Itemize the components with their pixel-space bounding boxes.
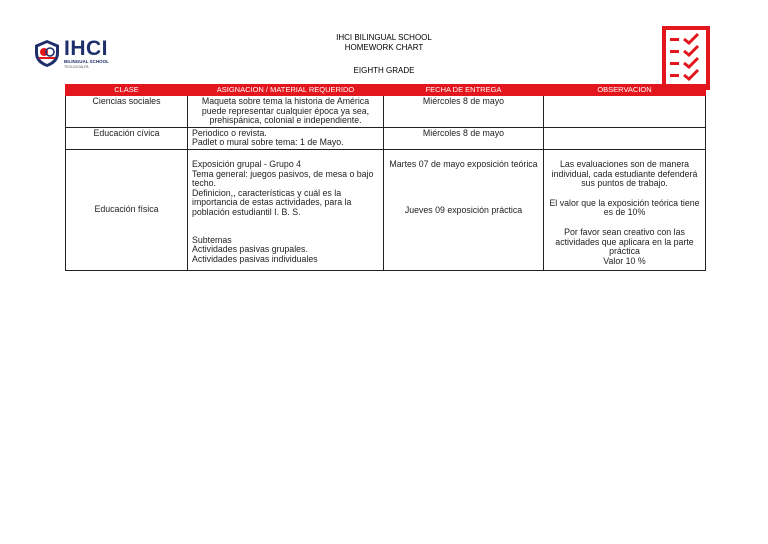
cell-clase: Educación cívica xyxy=(66,127,188,149)
column-header-clase: CLASE xyxy=(66,85,188,96)
asignacion-text: Subtemas xyxy=(192,234,232,245)
cell-observacion xyxy=(544,149,706,270)
table-header-row xyxy=(66,85,706,96)
asignacion-text: Periodico o revista. xyxy=(192,127,267,138)
cell-asignacion xyxy=(188,149,384,270)
school-name: IHCI BILINGUAL SCHOOL xyxy=(336,33,432,42)
cell-fecha xyxy=(384,127,544,149)
asignacion-text: Actividades pasivas individuales xyxy=(192,253,318,264)
observacion-text: Valor 10 % xyxy=(603,255,646,266)
ihci-logo-icon xyxy=(32,38,62,68)
checklist-icon xyxy=(662,26,710,90)
cell-fecha xyxy=(384,96,544,128)
column-header-fecha: FECHA DE ENTREGA xyxy=(384,85,544,96)
chart-title: HOMEWORK CHART xyxy=(344,43,424,52)
cell-asignacion xyxy=(188,127,384,149)
fecha-text: Miércoles 8 de mayo xyxy=(422,96,505,106)
asignacion-text: Tema general: juegos pasivos, de mesa o bajo techo. xyxy=(192,168,374,189)
homework-table xyxy=(65,84,706,271)
asignacion-text: Definicion,, características y cuál es la importancia de estas actividades, para la población estudiantil I. B. S. xyxy=(192,187,352,217)
logo-subtitle: BILINGUAL SCHOOL xyxy=(64,59,109,64)
cell-observacion xyxy=(544,127,706,149)
grade-label: EIGHTH GRADE xyxy=(353,66,415,75)
column-header-observacion: OBSERVACION xyxy=(544,85,706,96)
table-row xyxy=(66,149,706,270)
observacion-text: Por favor sean creativo con las actividades que aplicara en la parte práctica xyxy=(555,226,694,257)
fecha-text: Miércoles 8 de mayo xyxy=(422,127,505,138)
cell-observacion xyxy=(544,96,706,128)
observacion-text: Las evaluaciones son de manera individual, cada estudiante defenderá sus puntos de trabajo. xyxy=(551,158,698,189)
asignacion-text: Exposición grupal - Grupo 4 xyxy=(192,158,302,169)
table-row xyxy=(66,96,706,128)
school-logo xyxy=(32,36,122,76)
cell-fecha xyxy=(384,149,544,270)
asignacion-text: Actividades pasivas grupales. xyxy=(192,244,308,255)
column-header-asignacion: ASIGNACION / MATERIAL REQUERIDO xyxy=(188,85,384,96)
logo-tagline: TEGUCIGALPA xyxy=(64,65,89,69)
asignacion-text: Padlet o mural sobre tema: 1 de Mayo. xyxy=(192,137,344,148)
cell-asignacion xyxy=(188,96,384,128)
table-row xyxy=(66,127,706,149)
cell-clase: Ciencias sociales xyxy=(66,96,188,128)
asignacion-text: Maqueta sobre tema la historia de América puede representar cualquier época ya sea, prehispánica, colonial e independiente. xyxy=(201,96,370,126)
observacion-text: El valor que la exposición teórica tiene es de 10% xyxy=(549,197,700,218)
fecha-text: Martes 07 de mayo exposición teórica xyxy=(389,158,538,169)
cell-clase: Educación física xyxy=(66,149,188,270)
fecha-text: Jueves 09 exposición práctica xyxy=(404,204,523,215)
logo-wordmark: IHCI xyxy=(64,37,108,60)
